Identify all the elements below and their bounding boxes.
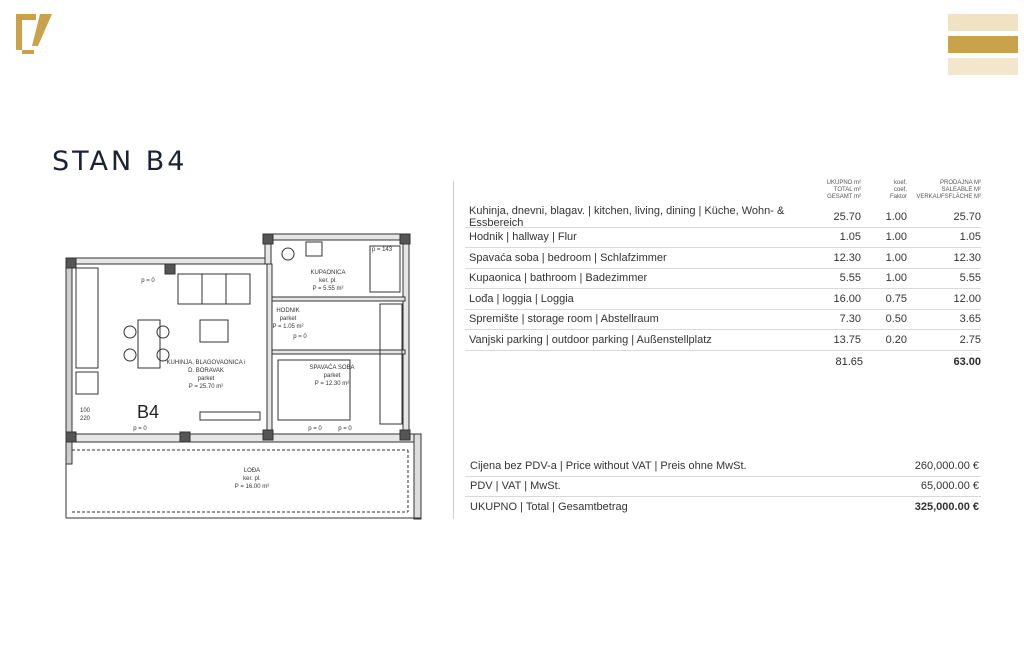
room-bedroom-line2: parket [323,373,341,379]
price-row-total: UKUPNO | Total | Gesamtbetrag 325,000.00 € [470,500,979,513]
unit-label: B4 [136,402,160,422]
brand-logo-icon [14,12,54,56]
table-row: Lođa | loggia | Loggia 16.00 0.75 12.00 [465,289,981,310]
room-kitchen-line4: P = 25.70 m² [188,384,224,390]
room-kitchen-line1: KUHINJA, BLAGOVAONICA i [166,360,246,366]
plan-label-p0-d: p = 0 [338,426,352,432]
price-table [465,456,981,517]
plan-label-220: 220 [79,416,91,422]
plan-label-p0-b: p = 0 [133,426,147,432]
area-table-header [465,180,981,207]
room-bathroom-line2: ker. pl. [319,278,337,284]
room-hallway-line1: HODNIK [276,308,300,314]
room-loggia-line2: ker. pl. [243,476,261,482]
room-loggia-line3: P = 16.00 m² [234,484,270,490]
plan-label-p0-c: p = 0 [308,426,322,432]
stripe-1 [948,14,1018,31]
table-totals [465,351,981,373]
page-title: STAN B4 [52,146,188,177]
plan-label-p143: p = 143 [371,247,393,253]
sum-total: 81.65 [835,355,863,368]
room-loggia-line1: LOĐA [243,468,261,474]
header-saleable: PRODAJNA M² SALEABLE M² VERKAUFSFLÄCHE M² [916,180,981,200]
header-total: UKUPNO m² TOTAL m² GESAMT m² [826,180,861,200]
table-row: Vanjski parking | outdoor parking | Außenstellplatz 13.75 0.20 2.75 [465,330,981,351]
table-row: Spavaća soba | bedroom | Schlafzimmer 12.30 1.00 12.30 [465,248,981,269]
plan-label-p0-e: p = 0 [293,334,307,340]
table-row: Kupaonica | bathroom | Badezimmer 5.55 1.00 5.55 [465,269,981,290]
room-kitchen-line2: D. BORAVAK [188,368,224,374]
room-hallway-line2: parket [279,316,297,322]
room-bedroom-line1: SPAVAĆA SOBA [309,365,355,371]
table-row: Spremište | storage room | Abstellraum 7.30 0.50 3.65 [465,310,981,331]
room-bathroom-line1: KUPAONICA [310,270,346,276]
room-hallway-line3: P = 1.05 m² [272,324,304,330]
floor-plan [60,212,426,524]
plan-label-100: 100 [79,408,91,414]
price-row: PDV | VAT | MwSt. 65,000.00 € [465,477,981,498]
plan-label-p0-a: p = 0 [141,278,155,284]
stripe-2 [948,36,1018,53]
decorative-stripes [948,14,1018,80]
room-bedroom-line3: P = 12.30 m² [314,381,350,387]
divider [453,181,454,519]
area-table [465,180,981,373]
room-kitchen-line3: parket [197,376,215,382]
header-coef: koef. coef. Faktor [889,180,907,200]
stripe-3 [948,58,1018,75]
table-row: Hodnik | hallway | Flur 1.05 1.00 1.05 [465,228,981,249]
room-bathroom-line3: P = 5.55 m² [312,286,344,292]
sum-saleable: 63.00 [953,355,981,368]
price-row: Cijena bez PDV-a | Price without VAT | Preis ohne MwSt. 260,000.00 € [465,456,981,477]
table-row: Kuhinja, dnevni, blagav. | kitchen, living, dining | Küche, Wohn- & Essbereich 25.70 1.00 25.70 [465,207,981,228]
